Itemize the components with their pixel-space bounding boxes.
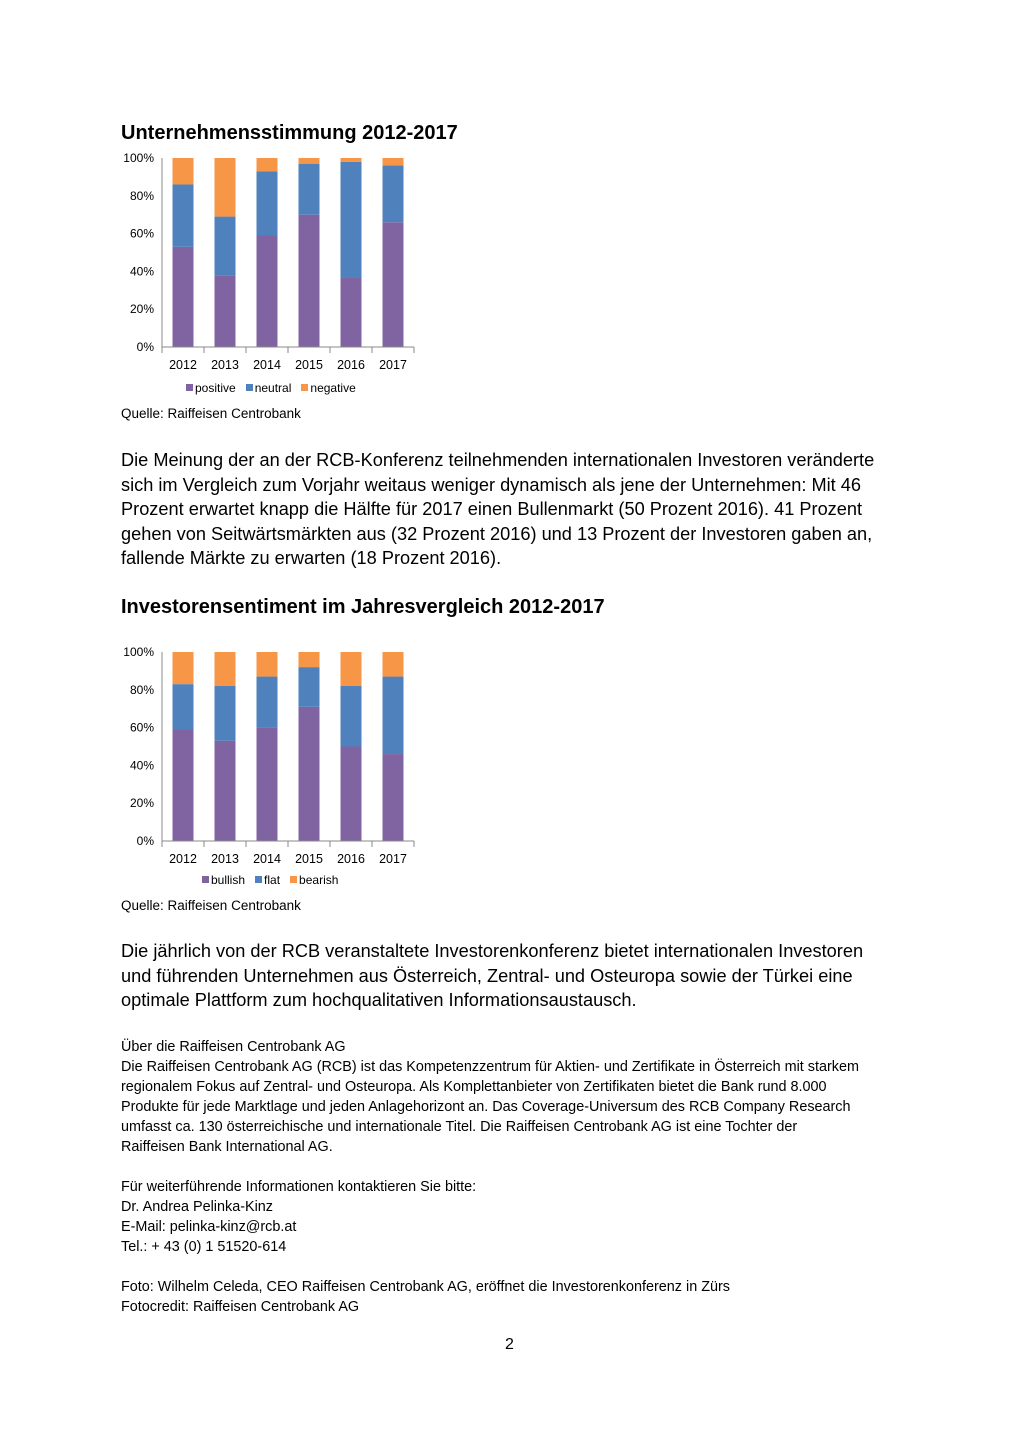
contact-intro: Für weiterführende Informationen kontaktieren Sie bitte: — [121, 1179, 477, 1195]
bar-neutral-2016 — [341, 162, 362, 277]
y-tick-label: 80% — [129, 682, 154, 697]
legend-swatch-neutral — [246, 384, 253, 391]
chart2-heading: Investorensentiment im Jahresvergleich 2012-2017 — [121, 596, 605, 618]
y-tick-label: 100% — [123, 645, 154, 659]
chart-investorensentiment — [118, 644, 418, 894]
bar-negative-2014 — [257, 158, 278, 171]
bar-flat-2017 — [383, 677, 404, 754]
bar-positive-2012 — [173, 247, 194, 347]
y-tick-label: 60% — [129, 226, 154, 241]
x-tick-label: 2012 — [169, 358, 197, 372]
x-tick-label: 2017 — [379, 358, 407, 372]
legend-label-negative: negative — [310, 381, 356, 395]
bar-bearish-2012 — [173, 652, 194, 684]
bar-positive-2013 — [215, 275, 236, 347]
chart1-source: Quelle: Raiffeisen Centrobank — [121, 406, 301, 421]
about-line: Raiffeisen Bank International AG. — [121, 1139, 333, 1155]
y-tick-label: 60% — [129, 720, 154, 735]
contact-email: E-Mail: pelinka-kinz@rcb.at — [121, 1219, 297, 1235]
bar-bearish-2016 — [341, 652, 362, 686]
legend-swatch-negative — [301, 384, 308, 391]
paragraph-conference: Die jährlich von der RCB veranstaltete Investorenkonferenz bietet internationalen Investoren und führenden Unternehmen aus Österreich, Zentral- und Osteuropa sowie der Türkei eine optimale Plattform zum hochqualitativen Informationsaustausch. — [121, 941, 864, 1010]
bar-negative-2015 — [299, 158, 320, 164]
bar-bearish-2013 — [215, 652, 236, 686]
x-tick-label: 2015 — [295, 358, 323, 372]
about-line: Produkte für jede Marktlage und jeden Anlagehorizont an. Das Coverage-Universum des RCB Company Research — [121, 1099, 851, 1115]
legend-swatch-bullish — [202, 876, 209, 883]
paragraph-investors: Die Meinung der an der RCB-Konferenz teilnehmenden internationalen Investoren veränderte sich im Vergleich zum Vorjahr weitaus weniger dynamisch als jene der Unternehmen: Mit 46 Prozent erwartet knapp die Hälfte für 2017 einen Bullenmarkt (50 Prozent 2016). 41 Prozent gehen von Seitwärtsmärkten aus (32 Prozent 2016) und 13 Prozent der Investoren gaben an, fallende Märkte zu erwarten (18 Prozent 2016). — [121, 450, 875, 568]
photo-section — [121, 1277, 901, 1317]
y-tick-label: 40% — [129, 758, 154, 773]
bar-neutral-2015 — [299, 164, 320, 215]
about-line: umfasst ca. 130 österreichische und internationale Titel. Die Raiffeisen Centrobank AG ist eine Tochter der — [121, 1119, 798, 1135]
legend-swatch-bearish — [290, 876, 297, 883]
bar-neutral-2017 — [383, 166, 404, 223]
y-tick-label: 20% — [129, 796, 154, 811]
chart2-source: Quelle: Raiffeisen Centrobank — [121, 898, 301, 913]
bar-neutral-2014 — [257, 171, 278, 235]
chart2-plot — [118, 644, 418, 866]
page-number: 2 — [505, 1336, 514, 1353]
bar-bullish-2016 — [341, 747, 362, 842]
chart1-legend — [186, 381, 366, 395]
photo-caption: Foto: Wilhelm Celeda, CEO Raiffeisen Centrobank AG, eröffnet die Investorenkonferenz in Zürs — [121, 1279, 730, 1295]
about-section — [121, 1037, 901, 1157]
bar-positive-2016 — [341, 277, 362, 347]
about-line: regionalem Fokus auf Zentral- und Osteuropa. Als Komplettanbieter von Zertifikaten bietet die Bank rund 8.000 — [121, 1079, 827, 1095]
bar-negative-2012 — [173, 158, 194, 184]
bar-neutral-2012 — [173, 184, 194, 246]
legend-label-bearish: bearish — [299, 873, 339, 887]
y-tick-label: 0% — [136, 340, 154, 354]
x-tick-label: 2015 — [295, 852, 323, 866]
x-tick-label: 2013 — [211, 358, 239, 372]
y-tick-label: 100% — [123, 151, 154, 165]
bar-negative-2017 — [383, 158, 404, 166]
legend-label-neutral: neutral — [254, 381, 292, 395]
bar-negative-2016 — [341, 158, 362, 162]
contact-phone: Tel.: + 43 (0) 1 51520-614 — [121, 1239, 287, 1255]
bar-flat-2013 — [215, 686, 236, 741]
bar-flat-2014 — [257, 677, 278, 728]
bar-bearish-2017 — [383, 652, 404, 677]
bar-flat-2012 — [173, 684, 194, 729]
legend-label-positive: positive — [195, 381, 236, 395]
legend-label-flat: flat — [264, 873, 281, 887]
chart1-plot — [118, 150, 418, 372]
legend-label-bullish: bullish — [211, 873, 246, 887]
bar-positive-2015 — [299, 215, 320, 347]
bar-bearish-2014 — [257, 652, 278, 677]
x-tick-label: 2014 — [253, 358, 281, 372]
bar-negative-2013 — [215, 158, 236, 217]
x-tick-label: 2013 — [211, 852, 239, 866]
bar-flat-2016 — [341, 686, 362, 746]
chart1-heading: Unternehmensstimmung 2012-2017 — [121, 122, 458, 144]
contact-section — [121, 1177, 901, 1257]
y-tick-label: 0% — [136, 834, 154, 848]
x-tick-label: 2014 — [253, 852, 281, 866]
x-tick-label: 2016 — [337, 852, 365, 866]
about-line: Die Raiffeisen Centrobank AG (RCB) ist das Kompetenzzentrum für Aktien- und Zertifikate in Österreich mit starkem — [121, 1059, 859, 1075]
about-title: Über die Raiffeisen Centrobank AG — [121, 1039, 346, 1055]
bar-bullish-2014 — [257, 728, 278, 841]
bar-bullish-2012 — [173, 729, 194, 841]
bar-positive-2014 — [257, 235, 278, 347]
x-tick-label: 2012 — [169, 852, 197, 866]
legend-swatch-flat — [255, 876, 262, 883]
bar-bullish-2015 — [299, 707, 320, 841]
legend-swatch-positive — [186, 384, 193, 391]
y-tick-label: 20% — [129, 302, 154, 317]
contact-name: Dr. Andrea Pelinka-Kinz — [121, 1199, 273, 1215]
x-tick-label: 2017 — [379, 852, 407, 866]
bar-bullish-2017 — [383, 754, 404, 841]
chart-unternehmensstimmung — [118, 150, 418, 400]
bar-flat-2015 — [299, 667, 320, 707]
bar-bearish-2015 — [299, 652, 320, 667]
x-tick-label: 2016 — [337, 358, 365, 372]
bar-positive-2017 — [383, 222, 404, 347]
chart2-legend — [202, 873, 348, 887]
bar-neutral-2013 — [215, 217, 236, 276]
y-tick-label: 40% — [129, 264, 154, 279]
bar-bullish-2013 — [215, 741, 236, 841]
y-tick-label: 80% — [129, 188, 154, 203]
photo-credit: Fotocredit: Raiffeisen Centrobank AG — [121, 1299, 360, 1315]
